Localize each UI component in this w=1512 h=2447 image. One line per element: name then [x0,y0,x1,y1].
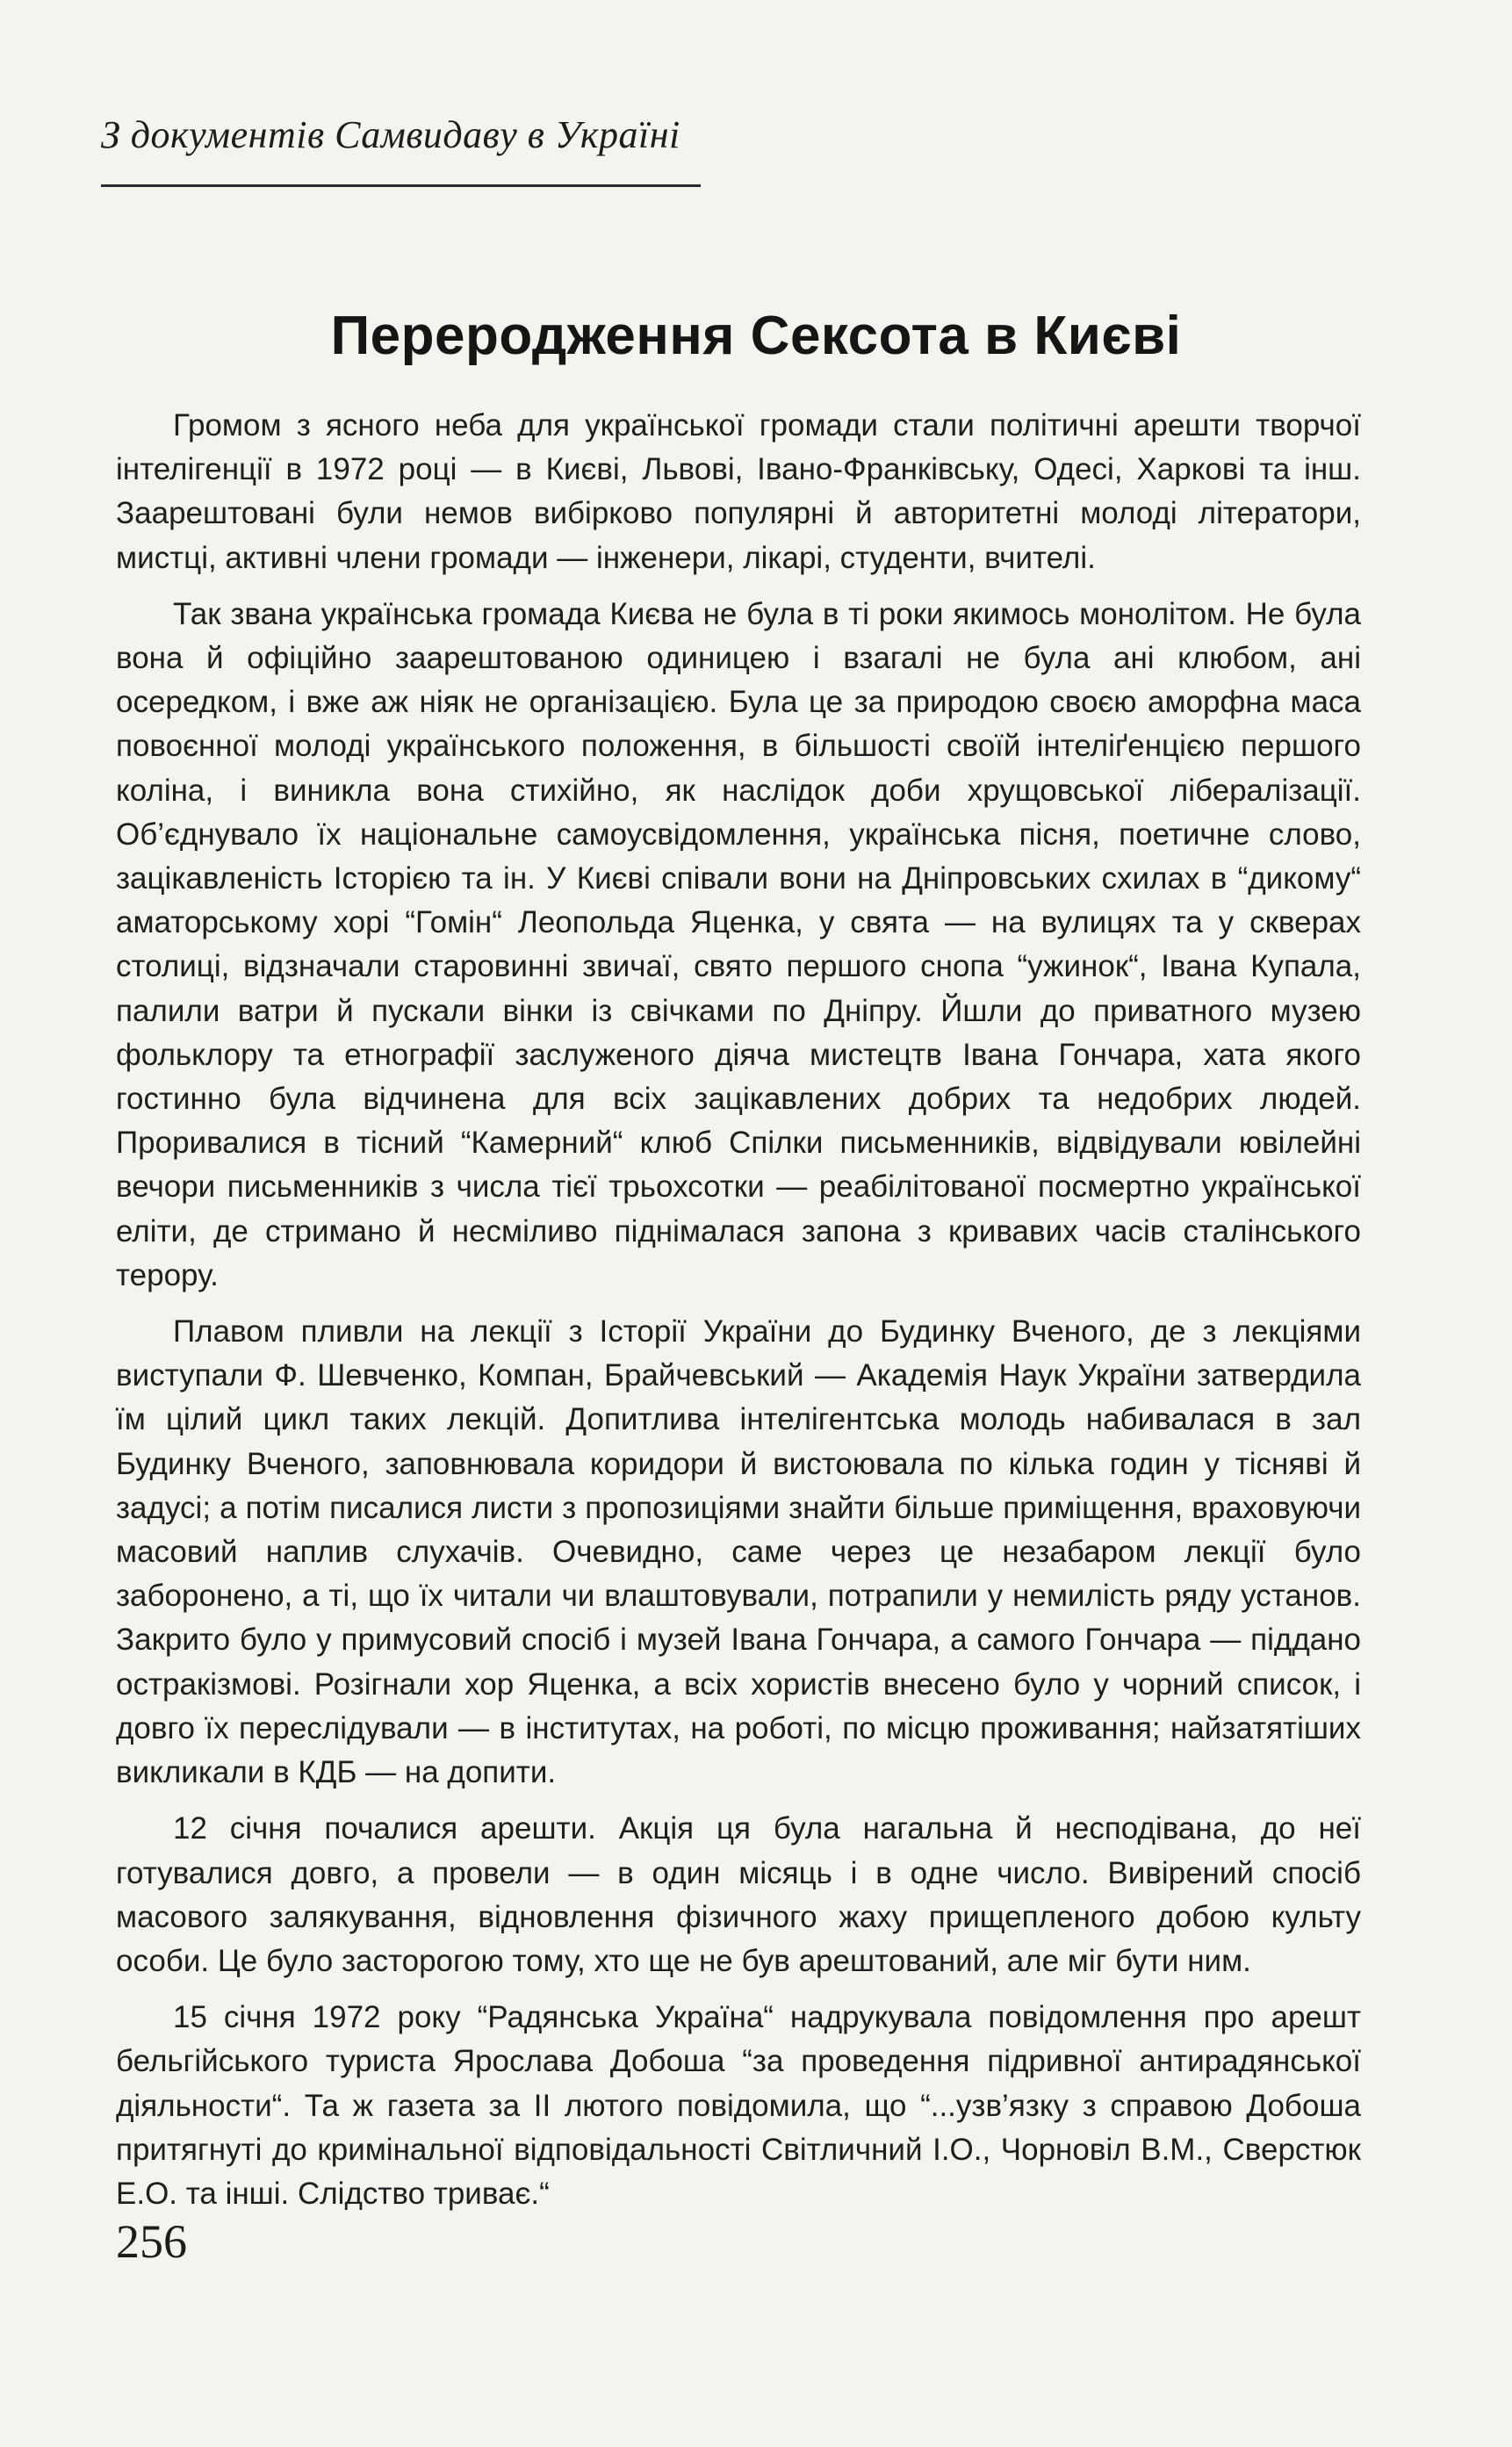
paragraph-1: Громом з ясного неба для української громади стали політичні арешти творчої інтелігенції в 1972 році — в Києві, Львові, Івано-Франківську, Одесі, Харкові та інш. Заарештовані були немов вибірково популярні й авторитетні молоді літератори, мистці, активні члени громади — інженери, лікарі, студенти, вчителі. [116,408,1361,575]
running-head: З документів Самвидаву в Україні [101,113,680,156]
header-rule [101,184,701,187]
page-number: 256 [116,2215,187,2268]
paragraph-3: Плавом пливли на лекції з Історії України до Будинку Вченого, де з лекціями виступали Ф. Шевченко, Компан, Брайчевський — Академія Наук України затвердила їм цілий цикл таких лекцій. Допитлива інтелігентська молодь набивалася в зал Будинку Вченого, заповнювала коридори й вистоювала по кілька годин у тісняві й задусі; а потім писалися листи з пропозиціями знайти більше приміщення, враховуючи масовий наплив слухачів. Очевидно, саме через це незабаром лекції було заборонено, а ті, що їх читали чи влаштовували, потрапили у немилість ряду установ. Закрито було у примусовий спосіб і музей Івана Гончара, а самого Гончара — піддано остракізмові. Розігнали хор Яценка, а всіх хористів внесено було у чорний список, і довго їх переслідували — в інститутах, на роботі, по місцю проживання; найзатятіших викликали в КДБ — на допити. [116,1314,1361,1790]
paragraph-4: 12 січня почалися арешти. Акція ця була нагальна й несподівана, до неї готувалися довго, а провели — в один місяць і в одне число. Вивірений спосіб масового залякування, відновлення фізичного жаху прищепленого добою культу особи. Це було засторогою тому, хто ще не був арештований, але міг бути ним. [116,1811,1361,1978]
paragraph-5: 15 січня 1972 року “Радянська Україна“ надрукувала повідомлення про арешт бельгійського туриста Ярослава Добоша “за проведення підривної антирадянської діяльности“. Та ж газета за ІІ лютого повідомила, що “...узв’язку з справою Добоша притягнуті до кримінальної відповідальності Світличний І.О., Чорновіл В.М., Сверстюк Е.О. та інші. Слідство триває.“ [116,2000,1361,2211]
article-title: Переродження Сексота в Києві [330,305,1182,366]
paragraph-2: Так звана українська громада Києва не була в ті роки якимось монолітом. Не була вона й офіційно заарештованою одиницею і взагалі не була ані клюбом, ані осередком, і вже аж ніяк не організацією. Була це за природою своєю аморфна маса повоєнної молоді українського положення, в більшості своїй інтеліґенцією першого коліна, і виникла вона стихійно, як наслідок доби хрущовської лібералізації. Об’єднувало їх національне самоусвідомлення, українська пісня, поетичне слово, зацікавленість Історією та ін. У Києві співали вони на Дніпровських схилах в “дикому“ аматорському хорі “Гомін“ Леопольда Яценка, у свята — на вулицях та у скверах столиці, відзначали старовинні звичаї, свято першого снопа “ужинок“, Івана Купала, палили ватри й пускали вінки із свічками по Дніпру. Йшли до приватного музею фольклору та етнографії заслуженого діяча мистецтв Івана Гончара, хата якого гостинно була відчинена для всіх зацікавлених добрих та недобрих людей. Проривалися в тісний “Камерний“ клюб Спілки письменників, відвідували ювілейні вечори письменників з числа тієї трьохсотки — реабілітованої посмертно української еліти, де стримано й несміливо піднімалася запона з кривавих часів сталінського терору. [116,596,1361,1292]
article-body [116,404,1361,2228]
